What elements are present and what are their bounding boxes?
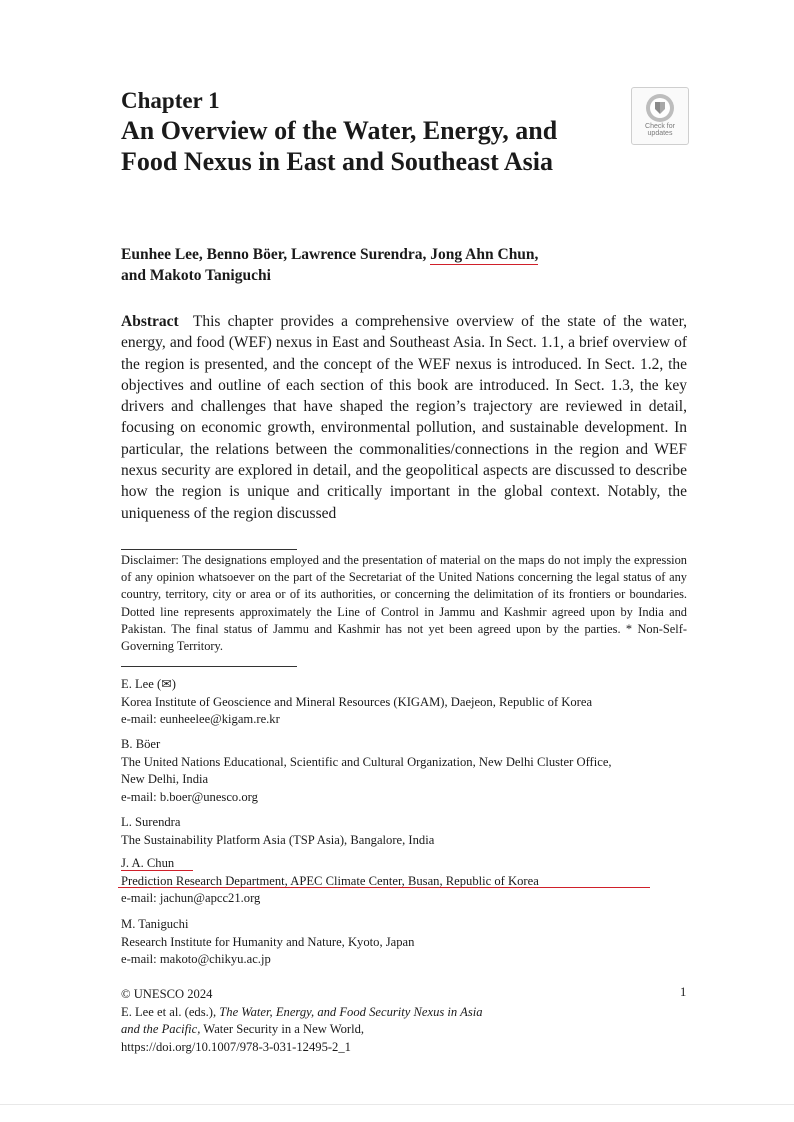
affil-org: Korea Institute of Geoscience and Mineral Resources (KIGAM), Daejeon, Republic of Korea <box>121 694 593 709</box>
affil-name: J. A. Chun <box>121 856 175 870</box>
scan-edge <box>0 1104 794 1105</box>
affil-name: B. Böer <box>121 737 161 751</box>
affil-name: L. Surendra <box>121 815 181 829</box>
affiliation-taniguchi <box>121 916 701 969</box>
citation-prefix: E. Lee et al. (eds.), <box>121 1004 220 1019</box>
affil-name: M. Taniguchi <box>121 917 189 931</box>
disclaimer: Disclaimer: The designations employed and the presentation of material on the maps do not imply the expression of any opinion whatsoever on the part of the Secretariat of the United Nations concerning the legal status of any country, territory, city or area or of its authorities, or concerning the delimitation of its frontiers or boundaries. Dotted line represents approximately the Line of Control in Jammu and Kashmir agreed upon by India and Pakistan. The final status of Jammu and Kashmir has not yet been agreed upon by the parties. * Non-Self-Governing Territory. <box>121 553 687 654</box>
affil-org-line2: New Delhi, India <box>121 772 209 786</box>
affil-org: The United Nations Educational, Scientific and Cultural Organization, New Delhi Cluster Office, <box>121 754 612 769</box>
affil-email[interactable]: e-mail: jachun@apcc21.org <box>121 891 261 905</box>
chapter-title: An Overview of the Water, Energy, and Food Nexus in East and Southeast Asia <box>121 116 558 176</box>
citation-line <box>121 1004 601 1022</box>
authors-plain: Eunhee Lee, Benno Böer, Lawrence Surendra, <box>121 246 431 263</box>
footnote-divider <box>121 549 297 550</box>
annotation-underline-org <box>118 887 650 888</box>
authors-highlighted: Jong Ahn Chun, <box>430 246 539 263</box>
affiliation-chun <box>121 855 701 908</box>
citation-line-2 <box>121 1021 601 1039</box>
doi-link[interactable]: https://doi.org/10.1007/978-3-031-12495-2_1 <box>121 1039 351 1054</box>
affiliation-divider <box>121 666 297 667</box>
affil-org: The Sustainability Platform Asia (TSP Asia), Bangalore, India <box>121 832 435 847</box>
author-list <box>121 244 681 286</box>
affil-name: E. Lee (✉) <box>121 677 176 691</box>
series-name: Water Security in a New World, <box>200 1022 365 1036</box>
affil-org: Prediction Research Department, APEC Climate Center, Busan, Republic of Korea <box>121 873 539 888</box>
affil-email[interactable]: e-mail: eunheelee@kigam.re.kr <box>121 712 280 726</box>
abstract-label: Abstract <box>121 313 179 330</box>
copyright-line: © UNESCO 2024 <box>121 987 213 1001</box>
abstract <box>121 311 687 524</box>
check-for-updates-icon <box>645 93 675 123</box>
chapter-label: Chapter 1 <box>121 88 220 113</box>
badge-line2: updates <box>647 130 673 137</box>
abstract-text: This chapter provides a comprehensive overview of the state of the water, energy, and food (WEF) nexus in East and Southeast Asia. In Sect. 1.1, a brief overview of the region is presented, and the concept of the WEF nexus is introduced. In Sect. 1.2, the objectives and outline of each section of this book are introduced. In Sect. 1.3, the key drivers and challenges that have shaped the region’s trajectory are reviewed in detail, focusing on economic growth, environmental pollution, and sustainable development. In particular, the relations between the commonalities/connections in the region and WEF nexus security are explored in detail, and the geopolitical aspects are discussed to describe how the region is unique and critically important in the global context. Notably, the uniqueness of the region discussed <box>121 313 687 522</box>
annotation-underline-name <box>121 870 193 871</box>
affil-email[interactable]: e-mail: makoto@chikyu.ac.jp <box>121 952 271 966</box>
affiliation-boer <box>121 736 701 806</box>
authors-rest: and Makoto Taniguchi <box>121 267 271 284</box>
affil-org: Research Institute for Humanity and Nature, Kyoto, Japan <box>121 934 415 949</box>
affiliation-surendra <box>121 814 701 849</box>
check-for-updates-badge[interactable] <box>631 87 689 145</box>
affil-email[interactable]: e-mail: b.boer@unesco.org <box>121 789 258 804</box>
badge-line1: Check for <box>645 123 675 130</box>
book-title-cont: and the Pacific, <box>121 1022 201 1036</box>
book-title: The Water, Energy, and Food Security Nexus in Asia <box>219 1004 483 1019</box>
affiliation-lee <box>121 676 701 729</box>
page-number: 1 <box>680 985 687 999</box>
copyright-block <box>121 986 601 1056</box>
